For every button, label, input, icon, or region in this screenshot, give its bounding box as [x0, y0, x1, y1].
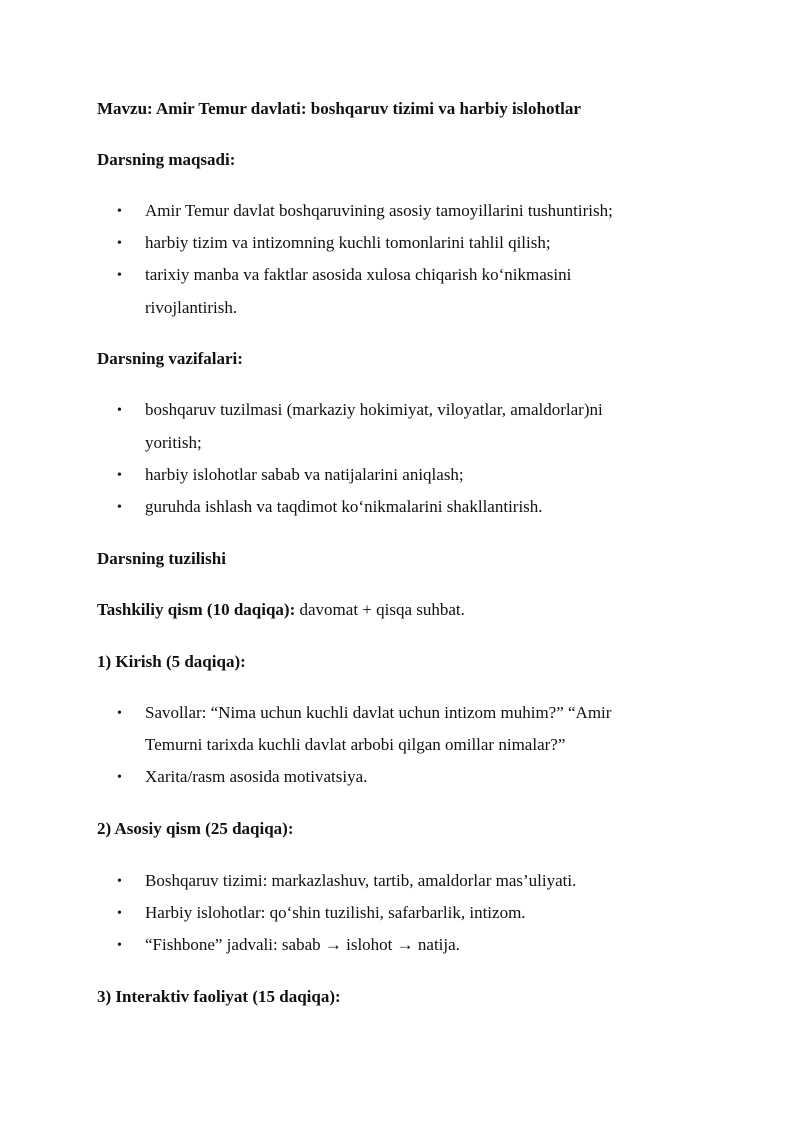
- task-item-continued: yoritish;: [145, 433, 202, 452]
- bullet-mark: •: [117, 236, 122, 251]
- intro-item-continued: Temurni tarixda kuchli davlat arbobi qilgan omillar nimalar?”: [145, 735, 566, 754]
- intro-item: Savollar: “Nima uchun kuchli davlat uchun intizom muhim?” “Amir: [145, 703, 612, 722]
- org-part-text: davomat + qisqa suhbat.: [295, 600, 465, 619]
- task-item: boshqaruv tuzilmasi (markaziy hokimiyat, viloyatlar, amaldorlar)ni: [145, 400, 603, 419]
- structure-heading: Darsning tuzilishi: [97, 549, 226, 568]
- task-item: guruhda ishlash va taqdimot ko‘nikmalarini shakllantirish.: [145, 497, 543, 516]
- bullet-mark: •: [117, 706, 122, 721]
- bullet-mark: •: [117, 500, 122, 515]
- main-item: Boshqaruv tizimi: markazlashuv, tartib, amaldorlar mas’uliyati.: [145, 871, 577, 890]
- bullet-mark: •: [117, 204, 122, 219]
- goal-item: Amir Temur davlat boshqaruvining asosiy tamoyillarini tushuntirish;: [145, 201, 613, 220]
- goal-item: tarixiy manba va faktlar asosida xulosa chiqarish ko‘nikmasini: [145, 265, 572, 284]
- bullet-mark: •: [117, 403, 122, 418]
- document-title: Mavzu: Amir Temur davlati: boshqaruv tizimi va harbiy islohotlar: [97, 99, 581, 118]
- bullet-mark: •: [117, 874, 122, 889]
- intro-item: Xarita/rasm asosida motivatsiya.: [145, 767, 368, 786]
- org-part-label: Tashkiliy qism (10 daqiqa):: [97, 600, 296, 619]
- bullet-mark: •: [117, 268, 122, 283]
- task-item: harbiy islohotlar sabab va natijalarini aniqlash;: [145, 465, 464, 484]
- main-item: Harbiy islohotlar: qo‘shin tuzilishi, safarbarlik, intizom.: [145, 903, 526, 922]
- bullet-mark: •: [117, 938, 122, 953]
- main-heading: 2) Asosiy qism (25 daqiqa):: [97, 819, 294, 838]
- goal-item: harbiy tizim va intizomning kuchli tomonlarini tahlil qilish;: [145, 233, 551, 252]
- goals-heading: Darsning maqsadi:: [97, 150, 236, 169]
- main-item: “Fishbone” jadvali: sabab → islohot → natija.: [145, 935, 460, 954]
- bullet-mark: •: [117, 770, 122, 785]
- tasks-heading: Darsning vazifalari:: [97, 349, 243, 368]
- interactive-heading: 3) Interaktiv faoliyat (15 daqiqa):: [97, 987, 341, 1006]
- intro-heading: 1) Kirish (5 daqiqa):: [97, 652, 246, 671]
- goal-item-continued: rivojlantirish.: [145, 298, 238, 317]
- bullet-mark: •: [117, 468, 122, 483]
- bullet-mark: •: [117, 906, 122, 921]
- org-part-line: [97, 599, 465, 621]
